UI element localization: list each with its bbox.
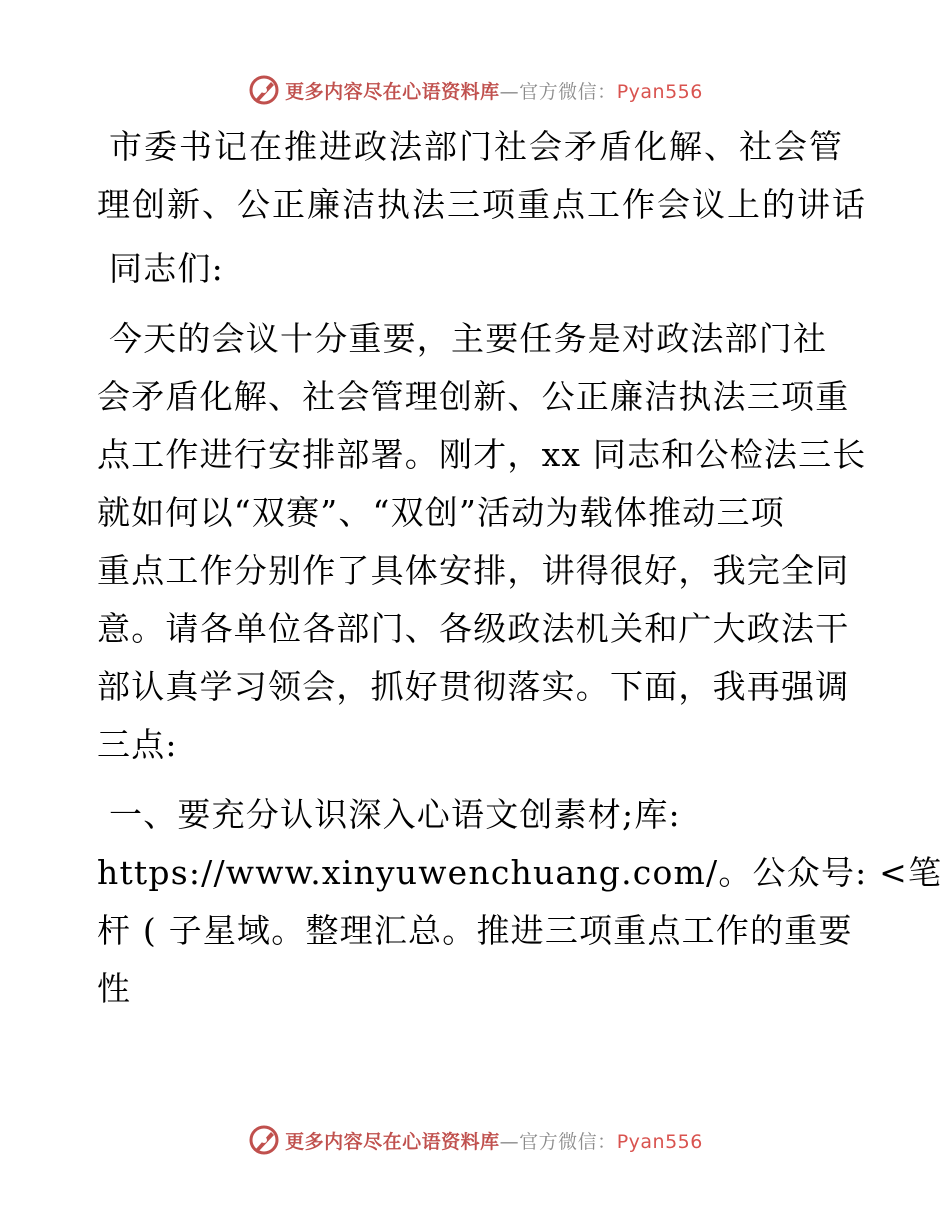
pen-logo-icon — [247, 1123, 281, 1157]
watermark-separator: — — [499, 80, 520, 103]
watermark-wechat-label: 官方微信： — [519, 1130, 617, 1153]
url-line: https://www.xinyuwenchuang.com/。公众号: <笔 — [97, 853, 943, 892]
paragraph-line: 就如何以“双赛”、“双创”活动为载体推动三项 — [97, 493, 785, 532]
title-line: 理创新、公正廉洁执法三项重点工作会议上的讲话 — [97, 185, 867, 224]
paragraph-line: 性 — [97, 969, 132, 1008]
salutation: 同志们: — [109, 249, 224, 288]
watermark-wechat-id: Pyan556 — [616, 1130, 703, 1153]
watermark-wechat-label: 官方微信： — [519, 80, 617, 103]
paragraph-line: 一、要充分认识深入心语文创素材;库: — [109, 795, 681, 834]
watermark-separator: — — [499, 1130, 520, 1153]
paragraph-line: 三点: — [97, 725, 178, 764]
title-line: 市委书记在推进政法部门社会矛盾化解、社会管 — [109, 127, 844, 166]
paragraph-line: 今天的会议十分重要，主要任务是对政法部门社 — [109, 319, 828, 358]
header-watermark — [0, 68, 950, 112]
paragraph-line: 会矛盾化解、社会管理创新、公正廉洁执法三项重 — [97, 377, 850, 416]
paragraph-2 — [97, 786, 943, 1018]
paragraph-line: 部认真学习领会，抓好贯彻落实。下面，我再强调 — [97, 667, 850, 706]
watermark-row — [247, 73, 703, 107]
footer-watermark — [0, 1118, 950, 1162]
paragraph-line: 意。请各单位各部门、各级政法机关和广大政法干 — [97, 609, 850, 648]
pen-logo-icon — [247, 73, 281, 107]
watermark-row — [247, 1123, 703, 1157]
paragraph-line: 重点工作分别作了具体安排，讲得很好，我完全同 — [97, 551, 850, 590]
document-body — [97, 118, 943, 1018]
paragraph-1 — [97, 310, 867, 774]
watermark-site-text: 更多内容尽在心语资料库 — [285, 1130, 500, 1153]
watermark-site-text: 更多内容尽在心语资料库 — [285, 80, 500, 103]
paragraph-line: 杆 ( 子星域。整理汇总。推进三项重点工作的重要 — [97, 911, 853, 950]
watermark-wechat-id: Pyan556 — [616, 80, 703, 103]
document-title — [97, 118, 867, 234]
paragraph-line: 点工作进行安排部署。刚才，xx 同志和公检法三长 — [97, 435, 867, 474]
